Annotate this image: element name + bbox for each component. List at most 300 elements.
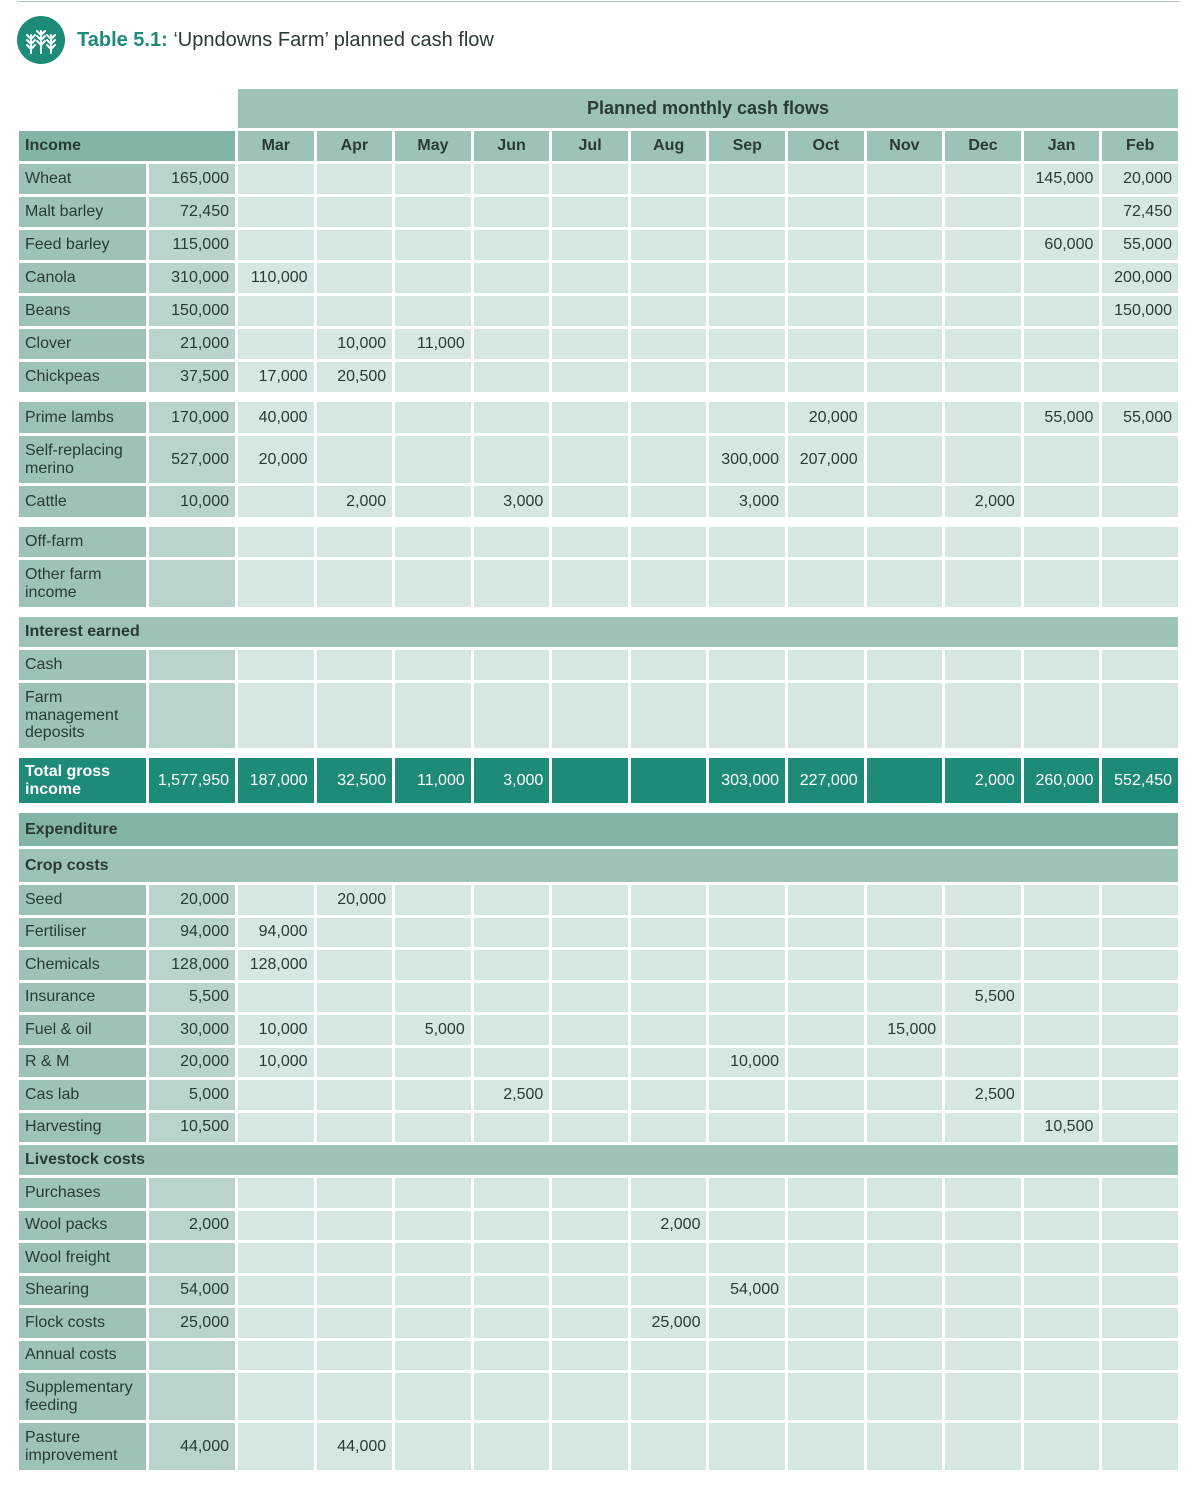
- month-cell: 10,000: [315, 328, 394, 361]
- month-cell: [944, 916, 1023, 949]
- month-cell: [629, 949, 708, 982]
- month-cell: [472, 1111, 551, 1144]
- month-cell: [394, 361, 473, 394]
- month-cell: [1022, 884, 1101, 917]
- month-cell: [551, 229, 630, 262]
- month-cell: [865, 682, 944, 750]
- month-cell: [394, 1339, 473, 1372]
- month-cell: [865, 1079, 944, 1112]
- month-cell: [237, 1177, 316, 1210]
- month-cell: [708, 163, 787, 196]
- month-cell: [1022, 1177, 1101, 1210]
- month-cell: [551, 1209, 630, 1242]
- row-total: 25,000: [148, 1307, 237, 1340]
- row-label: Pasture improvement: [18, 1422, 148, 1472]
- month-cell: [944, 1046, 1023, 1079]
- month-cell: [865, 163, 944, 196]
- month-cell: [1022, 1014, 1101, 1047]
- month-cell: [237, 1339, 316, 1372]
- row-total: 170,000: [148, 401, 237, 435]
- month-cell: 55,000: [1022, 401, 1101, 435]
- row-total: 5,500: [148, 981, 237, 1014]
- month-cell: [787, 262, 866, 295]
- month-cell: [1101, 916, 1180, 949]
- month-cell: 2,000: [629, 1209, 708, 1242]
- month-cell: [1101, 649, 1180, 682]
- month-cell: [708, 682, 787, 750]
- month-cell: [315, 981, 394, 1014]
- banner-row: [18, 88, 1180, 130]
- month-cell: [1101, 361, 1180, 394]
- month-cell: [315, 1372, 394, 1422]
- month-cell: [865, 328, 944, 361]
- table-row: [18, 328, 1180, 361]
- month-cell: [629, 1014, 708, 1047]
- month-cell: [315, 1307, 394, 1340]
- gross-income-row: [18, 757, 1180, 805]
- interest-section-label: Interest earned: [18, 616, 1180, 649]
- month-cell: [708, 649, 787, 682]
- row-total: 21,000: [148, 328, 237, 361]
- row-label: Off-farm: [18, 526, 148, 559]
- month-cell: [315, 559, 394, 609]
- month-cell: [551, 196, 630, 229]
- table-row: [18, 1177, 1180, 1210]
- month-cell: 110,000: [237, 262, 316, 295]
- table-row: [18, 163, 1180, 196]
- month-cell: [315, 949, 394, 982]
- month-cell: [551, 1046, 630, 1079]
- month-cell: [551, 682, 630, 750]
- table-row: [18, 1422, 1180, 1472]
- month-cell: [787, 682, 866, 750]
- month-cell: [472, 1307, 551, 1340]
- table-row: [18, 262, 1180, 295]
- table-row: [18, 1111, 1180, 1144]
- month-cell: [394, 1274, 473, 1307]
- row-label: Fuel & oil: [18, 1014, 148, 1047]
- month-cell: [787, 328, 866, 361]
- month-cell: [1022, 559, 1101, 609]
- month-cell: [237, 229, 316, 262]
- month-cell: [315, 1111, 394, 1144]
- month-cell: 54,000: [708, 1274, 787, 1307]
- row-label: Malt barley: [18, 196, 148, 229]
- month-cell: [1101, 1274, 1180, 1307]
- row-label: Annual costs: [18, 1339, 148, 1372]
- month-cell: 20,000: [787, 401, 866, 435]
- month-cell: [237, 559, 316, 609]
- month-cell: [237, 649, 316, 682]
- month-cell: [237, 1422, 316, 1472]
- month-cell: [865, 1372, 944, 1422]
- month-cell: [472, 949, 551, 982]
- row-label: Wheat: [18, 163, 148, 196]
- row-total: 10,500: [148, 1111, 237, 1144]
- month-cell: [315, 1177, 394, 1210]
- month-cell: [1022, 526, 1101, 559]
- month-cell: [394, 1209, 473, 1242]
- row-label: Cash: [18, 649, 148, 682]
- month-cell: [629, 295, 708, 328]
- month-cell: [944, 435, 1023, 485]
- month-cell: [708, 1339, 787, 1372]
- expenditure-section: [18, 812, 1180, 848]
- month-cell: [315, 435, 394, 485]
- month-cell: [787, 559, 866, 609]
- month-cell: [472, 1274, 551, 1307]
- month-cell: [315, 1339, 394, 1372]
- month-cell: [237, 1274, 316, 1307]
- month-cell: [551, 401, 630, 435]
- month-cell: [708, 1209, 787, 1242]
- month-cell: [865, 1111, 944, 1144]
- month-cell: [472, 649, 551, 682]
- expenditure-section-label: Expenditure: [18, 812, 1180, 848]
- month-cell: [551, 295, 630, 328]
- spacer-row: [18, 394, 1180, 401]
- month-cell: [944, 1209, 1023, 1242]
- month-cell: [1022, 295, 1101, 328]
- month-cell: 128,000: [237, 949, 316, 982]
- month-cell: [708, 1079, 787, 1112]
- row-total: [148, 682, 237, 750]
- row-total: [148, 1177, 237, 1210]
- month-cell: [787, 884, 866, 917]
- month-cell: [865, 559, 944, 609]
- month-cell: [629, 757, 708, 805]
- month-cell: [394, 981, 473, 1014]
- month-cell: [865, 196, 944, 229]
- month-cell: [551, 1111, 630, 1144]
- month-cell: [787, 229, 866, 262]
- table-row: [18, 435, 1180, 485]
- month-cell: [472, 1339, 551, 1372]
- month-cell: [472, 981, 551, 1014]
- row-total: [148, 1242, 237, 1275]
- month-cell: [394, 1046, 473, 1079]
- row-label: Harvesting: [18, 1111, 148, 1144]
- month-cell: [944, 361, 1023, 394]
- month-cell: [315, 1046, 394, 1079]
- month-cell: [551, 1274, 630, 1307]
- month-cell: [944, 262, 1023, 295]
- month-cell: [315, 196, 394, 229]
- month-cell: [944, 1339, 1023, 1372]
- row-label: Cas lab: [18, 1079, 148, 1112]
- month-cell: [394, 435, 473, 485]
- month-cell: 300,000: [708, 435, 787, 485]
- month-cell: [472, 1177, 551, 1210]
- month-cell: [865, 916, 944, 949]
- month-cell: [629, 1422, 708, 1472]
- income-heading: Income: [18, 130, 237, 163]
- month-cell: [315, 229, 394, 262]
- month-cell: [1101, 1046, 1180, 1079]
- month-cell: [787, 1079, 866, 1112]
- month-cell: [708, 916, 787, 949]
- month-cell: [472, 401, 551, 435]
- month-cell: [708, 884, 787, 917]
- spacer: [18, 394, 1180, 401]
- month-cell: [551, 526, 630, 559]
- month-cell: [315, 649, 394, 682]
- month-cell: [394, 526, 473, 559]
- row-label: Supplementary feeding: [18, 1372, 148, 1422]
- month-cell: [708, 361, 787, 394]
- month-cell: [472, 295, 551, 328]
- month-cell: [551, 559, 630, 609]
- month-cell: [394, 1177, 473, 1210]
- month-cell: [865, 757, 944, 805]
- month-cell: [787, 1274, 866, 1307]
- month-cell: [472, 1209, 551, 1242]
- spacer-row: [18, 609, 1180, 616]
- month-cell: 10,000: [237, 1046, 316, 1079]
- month-cell: [394, 559, 473, 609]
- month-cell: [708, 401, 787, 435]
- row-label: Prime lambs: [18, 401, 148, 435]
- month-cell: [1101, 1372, 1180, 1422]
- month-cell: [551, 1372, 630, 1422]
- month-cell: [394, 884, 473, 917]
- row-total: 150,000: [148, 295, 237, 328]
- table-row: [18, 1372, 1180, 1422]
- month-cell: [865, 526, 944, 559]
- month-cell: [944, 649, 1023, 682]
- month-header: Nov: [865, 130, 944, 163]
- month-header: Jan: [1022, 130, 1101, 163]
- month-cell: [787, 649, 866, 682]
- month-cell: [787, 1372, 866, 1422]
- month-cell: 2,000: [315, 485, 394, 519]
- month-header: Feb: [1101, 130, 1180, 163]
- month-cell: [944, 1242, 1023, 1275]
- spacer-row: [18, 750, 1180, 757]
- top-rule: [17, 1, 1180, 2]
- month-cell: [787, 361, 866, 394]
- month-cell: [472, 229, 551, 262]
- month-cell: [1022, 649, 1101, 682]
- month-cell: 60,000: [1022, 229, 1101, 262]
- month-cell: [472, 328, 551, 361]
- row-label: Cattle: [18, 485, 148, 519]
- month-cell: [315, 682, 394, 750]
- month-cell: [787, 1339, 866, 1372]
- month-cell: 55,000: [1101, 229, 1180, 262]
- month-header: Mar: [237, 130, 316, 163]
- month-cell: [787, 485, 866, 519]
- month-cell: [944, 949, 1023, 982]
- month-cell: [551, 757, 630, 805]
- month-cell: [394, 916, 473, 949]
- month-cell: [629, 649, 708, 682]
- month-cell: [787, 916, 866, 949]
- month-cell: [472, 1372, 551, 1422]
- blank-corner: [18, 88, 237, 130]
- table-row: [18, 485, 1180, 519]
- month-cell: [787, 163, 866, 196]
- month-cell: 10,000: [708, 1046, 787, 1079]
- spacer: [18, 750, 1180, 757]
- month-cell: 207,000: [787, 435, 866, 485]
- month-cell: 150,000: [1101, 295, 1180, 328]
- month-cell: [865, 1046, 944, 1079]
- month-cell: [394, 401, 473, 435]
- month-cell: [708, 1307, 787, 1340]
- table-row: [18, 916, 1180, 949]
- month-cell: [394, 1079, 473, 1112]
- table-row: [18, 1046, 1180, 1079]
- month-cell: [551, 884, 630, 917]
- month-cell: [237, 485, 316, 519]
- month-cell: [315, 1014, 394, 1047]
- row-total: 10,000: [148, 485, 237, 519]
- month-cell: [394, 1372, 473, 1422]
- spacer-row: [18, 805, 1180, 812]
- month-cell: [944, 1422, 1023, 1472]
- month-cell: [315, 1242, 394, 1275]
- month-cell: [708, 1111, 787, 1144]
- month-cell: [787, 1111, 866, 1144]
- month-cell: [1022, 1307, 1101, 1340]
- month-cell: [315, 163, 394, 196]
- table-row: [18, 196, 1180, 229]
- month-cell: [1022, 328, 1101, 361]
- row-label: Fertiliser: [18, 916, 148, 949]
- month-cell: 20,000: [315, 884, 394, 917]
- row-label: Flock costs: [18, 1307, 148, 1340]
- month-cell: [787, 1422, 866, 1472]
- month-cell: [629, 229, 708, 262]
- month-cell: [944, 196, 1023, 229]
- month-cell: 2,000: [944, 757, 1023, 805]
- table-row: [18, 1274, 1180, 1307]
- month-cell: [787, 981, 866, 1014]
- month-cell: [865, 1242, 944, 1275]
- table-row: [18, 884, 1180, 917]
- month-cell: [787, 1014, 866, 1047]
- table-row: [18, 401, 1180, 435]
- table-row: [18, 1079, 1180, 1112]
- month-cell: [708, 196, 787, 229]
- row-total: [148, 649, 237, 682]
- table-header: [17, 15, 494, 65]
- month-cell: 5,500: [944, 981, 1023, 1014]
- row-label: Seed: [18, 884, 148, 917]
- month-cell: [629, 361, 708, 394]
- month-cell: [787, 1177, 866, 1210]
- month-cell: [394, 262, 473, 295]
- month-cell: [629, 884, 708, 917]
- month-cell: [315, 1274, 394, 1307]
- month-header: Jul: [551, 130, 630, 163]
- month-cell: [944, 1014, 1023, 1047]
- page-title: [77, 29, 494, 52]
- month-cell: [787, 949, 866, 982]
- month-cell: [472, 559, 551, 609]
- row-label: Wool freight: [18, 1242, 148, 1275]
- row-total: [148, 1372, 237, 1422]
- month-cell: [944, 884, 1023, 917]
- month-cell: [787, 295, 866, 328]
- row-total: 30,000: [148, 1014, 237, 1047]
- month-cell: 145,000: [1022, 163, 1101, 196]
- month-cell: [472, 361, 551, 394]
- month-cell: [787, 1242, 866, 1275]
- month-cell: [865, 262, 944, 295]
- month-cell: [629, 401, 708, 435]
- month-cell: [1022, 1209, 1101, 1242]
- row-total: 72,450: [148, 196, 237, 229]
- month-cell: [394, 1307, 473, 1340]
- month-cell: [944, 559, 1023, 609]
- month-cell: [237, 295, 316, 328]
- month-cell: [629, 1339, 708, 1372]
- month-cell: [708, 229, 787, 262]
- month-cell: [237, 1079, 316, 1112]
- month-cell: [394, 295, 473, 328]
- month-cell: 3,000: [708, 485, 787, 519]
- month-cell: [865, 401, 944, 435]
- month-cell: [708, 1177, 787, 1210]
- month-cell: [551, 1242, 630, 1275]
- month-cell: [551, 435, 630, 485]
- month-cell: [865, 485, 944, 519]
- month-cell: [1101, 435, 1180, 485]
- month-cell: [551, 328, 630, 361]
- month-header: Dec: [944, 130, 1023, 163]
- month-cell: [237, 1111, 316, 1144]
- month-cell: [1101, 328, 1180, 361]
- table-row: [18, 682, 1180, 750]
- month-cell: [394, 196, 473, 229]
- table-title: ‘Upndowns Farm’ planned cash flow: [173, 28, 494, 51]
- month-cell: [1101, 526, 1180, 559]
- month-cell: [237, 196, 316, 229]
- month-cell: [1101, 1111, 1180, 1144]
- month-cell: [629, 1111, 708, 1144]
- month-cell: 303,000: [708, 757, 787, 805]
- month-cell: [551, 949, 630, 982]
- table-row: [18, 649, 1180, 682]
- month-cell: [315, 295, 394, 328]
- banner-title: Planned monthly cash flows: [237, 88, 1180, 130]
- month-cell: 20,500: [315, 361, 394, 394]
- month-cell: [551, 262, 630, 295]
- month-cell: [315, 916, 394, 949]
- month-cell: [1022, 1242, 1101, 1275]
- month-cell: [1022, 981, 1101, 1014]
- spacer: [18, 805, 1180, 812]
- table-row: [18, 1242, 1180, 1275]
- table-row: [18, 1209, 1180, 1242]
- month-cell: [944, 328, 1023, 361]
- month-cell: [1022, 435, 1101, 485]
- month-cell: [1022, 916, 1101, 949]
- month-cell: [1022, 1079, 1101, 1112]
- row-label: Farm management deposits: [18, 682, 148, 750]
- month-cell: [1022, 949, 1101, 982]
- row-total: 94,000: [148, 916, 237, 949]
- month-cell: [1101, 1242, 1180, 1275]
- month-cell: [472, 435, 551, 485]
- month-cell: [237, 1209, 316, 1242]
- month-cell: [708, 1014, 787, 1047]
- crop-costs-section-label: Crop costs: [18, 848, 1180, 884]
- month-cell: [629, 1046, 708, 1079]
- month-cell: [551, 361, 630, 394]
